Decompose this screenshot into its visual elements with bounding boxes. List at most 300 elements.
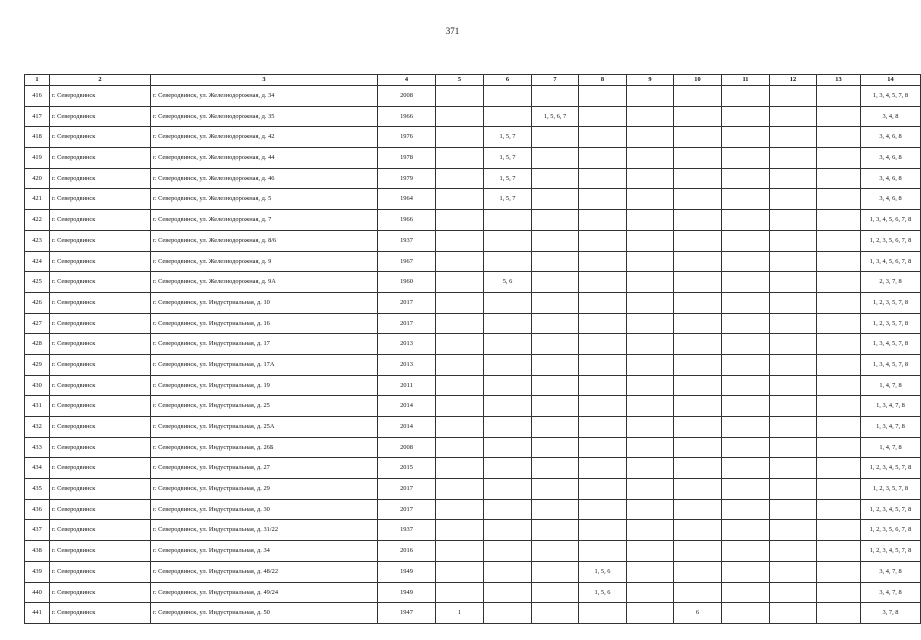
cell-col-14: 3, 4, 6, 8 <box>861 189 921 210</box>
table-row <box>25 561 921 582</box>
cell-col-7 <box>532 417 579 438</box>
table-row <box>25 603 921 624</box>
cell-col-2: г. Северодвинск <box>50 541 151 562</box>
cell-col-9 <box>627 86 674 107</box>
cell-col-10 <box>674 334 722 355</box>
cell-col-5 <box>436 86 484 107</box>
cell-col-14: 1, 4, 7, 8 <box>861 375 921 396</box>
cell-col-10 <box>674 479 722 500</box>
cell-col-1: 416 <box>25 86 50 107</box>
cell-col-14: 3, 4, 7, 8 <box>861 582 921 603</box>
cell-col-13 <box>817 375 861 396</box>
cell-col-12 <box>770 230 817 251</box>
table-row <box>25 582 921 603</box>
cell-col-12 <box>770 499 817 520</box>
cell-col-7 <box>532 189 579 210</box>
cell-col-9 <box>627 541 674 562</box>
cell-col-14: 1, 3, 4, 5, 7, 8 <box>861 86 921 107</box>
table-row <box>25 520 921 541</box>
cell-col-11 <box>722 210 770 231</box>
cell-col-14: 3, 7, 8 <box>861 603 921 624</box>
table-row <box>25 292 921 313</box>
cell-col-4: 2008 <box>378 437 436 458</box>
table-row <box>25 334 921 355</box>
cell-col-7 <box>532 251 579 272</box>
cell-col-1: 421 <box>25 189 50 210</box>
cell-col-11 <box>722 417 770 438</box>
cell-col-2: г. Северодвинск <box>50 479 151 500</box>
cell-col-6: 1, 5, 7 <box>484 148 532 169</box>
cell-col-2: г. Северодвинск <box>50 561 151 582</box>
cell-col-6 <box>484 86 532 107</box>
cell-col-11 <box>722 334 770 355</box>
table-row <box>25 148 921 169</box>
cell-col-11 <box>722 106 770 127</box>
cell-col-11 <box>722 520 770 541</box>
cell-col-8 <box>579 86 627 107</box>
cell-col-9 <box>627 292 674 313</box>
column-header-11: 11 <box>722 75 770 86</box>
cell-col-1: 425 <box>25 272 50 293</box>
cell-col-13 <box>817 210 861 231</box>
cell-col-4: 1937 <box>378 230 436 251</box>
cell-col-8 <box>579 354 627 375</box>
cell-col-12 <box>770 292 817 313</box>
cell-col-13 <box>817 251 861 272</box>
column-header-7: 7 <box>532 75 579 86</box>
cell-col-12 <box>770 541 817 562</box>
cell-col-5: 1 <box>436 603 484 624</box>
cell-col-11 <box>722 603 770 624</box>
cell-col-2: г. Северодвинск <box>50 396 151 417</box>
cell-col-1: 439 <box>25 561 50 582</box>
table-row <box>25 541 921 562</box>
cell-col-3: г. Северодвинск, ул. Индустриальная, д. 26Б <box>151 437 378 458</box>
cell-col-5 <box>436 354 484 375</box>
cell-col-12 <box>770 582 817 603</box>
cell-col-4: 2015 <box>378 458 436 479</box>
cell-col-11 <box>722 437 770 458</box>
cell-col-6: 5, 6 <box>484 272 532 293</box>
cell-col-7 <box>532 520 579 541</box>
cell-col-1: 424 <box>25 251 50 272</box>
cell-col-1: 426 <box>25 292 50 313</box>
cell-col-11 <box>722 541 770 562</box>
cell-col-9 <box>627 375 674 396</box>
cell-col-3: г. Северодвинск, ул. Индустриальная, д. 25 <box>151 396 378 417</box>
cell-col-3: г. Северодвинск, ул. Индустриальная, д. 16 <box>151 313 378 334</box>
cell-col-13 <box>817 127 861 148</box>
cell-col-13 <box>817 106 861 127</box>
cell-col-6 <box>484 210 532 231</box>
cell-col-13 <box>817 334 861 355</box>
cell-col-11 <box>722 168 770 189</box>
cell-col-5 <box>436 437 484 458</box>
cell-col-13 <box>817 292 861 313</box>
cell-col-1: 441 <box>25 603 50 624</box>
cell-col-3: г. Северодвинск, ул. Железнодорожная, д. 42 <box>151 127 378 148</box>
cell-col-8 <box>579 272 627 293</box>
cell-col-5 <box>436 396 484 417</box>
cell-col-8 <box>579 251 627 272</box>
column-header-6: 6 <box>484 75 532 86</box>
cell-col-10 <box>674 582 722 603</box>
cell-col-9 <box>627 148 674 169</box>
cell-col-1: 436 <box>25 499 50 520</box>
cell-col-7 <box>532 230 579 251</box>
cell-col-3: г. Северодвинск, ул. Индустриальная, д. 48/22 <box>151 561 378 582</box>
cell-col-12 <box>770 458 817 479</box>
cell-col-1: 423 <box>25 230 50 251</box>
page-number: 371 <box>445 26 460 36</box>
cell-col-6 <box>484 334 532 355</box>
cell-col-7 <box>532 168 579 189</box>
cell-col-2: г. Северодвинск <box>50 127 151 148</box>
cell-col-7 <box>532 210 579 231</box>
cell-col-7 <box>532 603 579 624</box>
column-header-8: 8 <box>579 75 627 86</box>
cell-col-13 <box>817 603 861 624</box>
cell-col-14: 1, 2, 3, 5, 7, 8 <box>861 479 921 500</box>
cell-col-11 <box>722 458 770 479</box>
cell-col-10 <box>674 86 722 107</box>
cell-col-9 <box>627 458 674 479</box>
cell-col-6 <box>484 479 532 500</box>
cell-col-12 <box>770 272 817 293</box>
cell-col-1: 431 <box>25 396 50 417</box>
column-header-3: 3 <box>151 75 378 86</box>
cell-col-14: 3, 4, 8 <box>861 106 921 127</box>
cell-col-12 <box>770 210 817 231</box>
cell-col-2: г. Северодвинск <box>50 272 151 293</box>
cell-col-1: 418 <box>25 127 50 148</box>
cell-col-5 <box>436 272 484 293</box>
cell-col-4: 2013 <box>378 334 436 355</box>
housing-registry-table <box>24 74 921 624</box>
cell-col-7 <box>532 148 579 169</box>
cell-col-3: г. Северодвинск, ул. Железнодорожная, д. 8/6 <box>151 230 378 251</box>
cell-col-7 <box>532 561 579 582</box>
cell-col-8 <box>579 375 627 396</box>
cell-col-8 <box>579 148 627 169</box>
cell-col-2: г. Северодвинск <box>50 210 151 231</box>
cell-col-5 <box>436 375 484 396</box>
cell-col-10 <box>674 520 722 541</box>
cell-col-9 <box>627 168 674 189</box>
cell-col-12 <box>770 189 817 210</box>
cell-col-7 <box>532 313 579 334</box>
cell-col-10 <box>674 272 722 293</box>
cell-col-4: 2011 <box>378 375 436 396</box>
table-body <box>25 86 921 624</box>
column-header-4: 4 <box>378 75 436 86</box>
cell-col-14: 1, 2, 3, 4, 5, 7, 8 <box>861 458 921 479</box>
cell-col-1: 429 <box>25 354 50 375</box>
cell-col-9 <box>627 210 674 231</box>
cell-col-12 <box>770 106 817 127</box>
table-row <box>25 168 921 189</box>
cell-col-3: г. Северодвинск, ул. Железнодорожная, д. 34 <box>151 86 378 107</box>
cell-col-10 <box>674 292 722 313</box>
cell-col-3: г. Северодвинск, ул. Железнодорожная, д. 7 <box>151 210 378 231</box>
cell-col-11 <box>722 86 770 107</box>
cell-col-11 <box>722 313 770 334</box>
cell-col-7 <box>532 292 579 313</box>
cell-col-13 <box>817 561 861 582</box>
cell-col-14: 3, 4, 6, 8 <box>861 127 921 148</box>
cell-col-14: 1, 2, 3, 5, 7, 8 <box>861 313 921 334</box>
table-header <box>25 75 921 86</box>
cell-col-2: г. Северодвинск <box>50 251 151 272</box>
cell-col-8 <box>579 458 627 479</box>
cell-col-4: 2017 <box>378 479 436 500</box>
cell-col-6: 1, 5, 7 <box>484 127 532 148</box>
cell-col-1: 440 <box>25 582 50 603</box>
cell-col-10 <box>674 417 722 438</box>
cell-col-9 <box>627 251 674 272</box>
cell-col-5 <box>436 520 484 541</box>
cell-col-12 <box>770 168 817 189</box>
cell-col-8: 1, 5, 6 <box>579 561 627 582</box>
cell-col-9 <box>627 272 674 293</box>
cell-col-9 <box>627 479 674 500</box>
cell-col-3: г. Северодвинск, ул. Индустриальная, д. 10 <box>151 292 378 313</box>
column-header-1: 1 <box>25 75 50 86</box>
cell-col-2: г. Северодвинск <box>50 375 151 396</box>
cell-col-5 <box>436 189 484 210</box>
cell-col-12 <box>770 396 817 417</box>
cell-col-1: 430 <box>25 375 50 396</box>
cell-col-8 <box>579 210 627 231</box>
cell-col-1: 422 <box>25 210 50 231</box>
cell-col-2: г. Северодвинск <box>50 520 151 541</box>
table-row <box>25 417 921 438</box>
cell-col-12 <box>770 354 817 375</box>
cell-col-13 <box>817 86 861 107</box>
cell-col-8 <box>579 437 627 458</box>
cell-col-1: 432 <box>25 417 50 438</box>
cell-col-2: г. Северодвинск <box>50 292 151 313</box>
cell-col-4: 1966 <box>378 210 436 231</box>
cell-col-9 <box>627 499 674 520</box>
cell-col-1: 437 <box>25 520 50 541</box>
cell-col-5 <box>436 230 484 251</box>
cell-col-9 <box>627 334 674 355</box>
cell-col-11 <box>722 354 770 375</box>
cell-col-11 <box>722 582 770 603</box>
column-header-13: 13 <box>817 75 861 86</box>
cell-col-8 <box>579 417 627 438</box>
cell-col-12 <box>770 334 817 355</box>
cell-col-12 <box>770 148 817 169</box>
cell-col-6 <box>484 313 532 334</box>
cell-col-2: г. Северодвинск <box>50 230 151 251</box>
cell-col-11 <box>722 189 770 210</box>
cell-col-10 <box>674 396 722 417</box>
cell-col-13 <box>817 499 861 520</box>
cell-col-3: г. Северодвинск, ул. Индустриальная, д. 25А <box>151 417 378 438</box>
cell-col-14: 3, 4, 6, 8 <box>861 168 921 189</box>
cell-col-6 <box>484 499 532 520</box>
cell-col-9 <box>627 603 674 624</box>
cell-col-4: 2014 <box>378 396 436 417</box>
cell-col-1: 435 <box>25 479 50 500</box>
cell-col-13 <box>817 148 861 169</box>
cell-col-14: 1, 2, 3, 5, 6, 7, 8 <box>861 230 921 251</box>
column-header-2: 2 <box>50 75 151 86</box>
cell-col-14: 2, 3, 7, 8 <box>861 272 921 293</box>
cell-col-8 <box>579 230 627 251</box>
cell-col-10 <box>674 458 722 479</box>
cell-col-13 <box>817 458 861 479</box>
cell-col-7 <box>532 396 579 417</box>
cell-col-3: г. Северодвинск, ул. Индустриальная, д. 19 <box>151 375 378 396</box>
cell-col-4: 1967 <box>378 251 436 272</box>
cell-col-3: г. Северодвинск, ул. Индустриальная, д. 34 <box>151 541 378 562</box>
cell-col-8 <box>579 106 627 127</box>
cell-col-5 <box>436 313 484 334</box>
cell-col-6 <box>484 582 532 603</box>
cell-col-8 <box>579 603 627 624</box>
cell-col-9 <box>627 417 674 438</box>
cell-col-4: 1949 <box>378 561 436 582</box>
cell-col-8 <box>579 479 627 500</box>
cell-col-14: 1, 3, 4, 5, 6, 7, 8 <box>861 210 921 231</box>
table-row <box>25 354 921 375</box>
cell-col-4: 2017 <box>378 313 436 334</box>
cell-col-10 <box>674 168 722 189</box>
cell-col-6 <box>484 541 532 562</box>
cell-col-5 <box>436 541 484 562</box>
cell-col-8 <box>579 168 627 189</box>
cell-col-11 <box>722 292 770 313</box>
cell-col-6 <box>484 417 532 438</box>
cell-col-6 <box>484 354 532 375</box>
cell-col-9 <box>627 437 674 458</box>
cell-col-3: г. Северодвинск, ул. Железнодорожная, д. 46 <box>151 168 378 189</box>
cell-col-11 <box>722 499 770 520</box>
cell-col-1: 420 <box>25 168 50 189</box>
cell-col-2: г. Северодвинск <box>50 168 151 189</box>
table-row <box>25 479 921 500</box>
cell-col-14: 1, 2, 3, 5, 7, 8 <box>861 292 921 313</box>
cell-col-3: г. Северодвинск, ул. Железнодорожная, д. 44 <box>151 148 378 169</box>
cell-col-3: г. Северодвинск, ул. Индустриальная, д. 30 <box>151 499 378 520</box>
cell-col-12 <box>770 520 817 541</box>
cell-col-7 <box>532 541 579 562</box>
table-row <box>25 210 921 231</box>
cell-col-9 <box>627 520 674 541</box>
cell-col-6 <box>484 437 532 458</box>
column-header-14: 14 <box>861 75 921 86</box>
cell-col-11 <box>722 479 770 500</box>
cell-col-2: г. Северодвинск <box>50 458 151 479</box>
cell-col-11 <box>722 272 770 293</box>
cell-col-14: 1, 3, 4, 5, 7, 8 <box>861 334 921 355</box>
table-row <box>25 106 921 127</box>
cell-col-10 <box>674 127 722 148</box>
cell-col-7: 1, 5, 6, 7 <box>532 106 579 127</box>
cell-col-1: 419 <box>25 148 50 169</box>
table-row <box>25 189 921 210</box>
cell-col-8 <box>579 541 627 562</box>
cell-col-8 <box>579 396 627 417</box>
cell-col-11 <box>722 561 770 582</box>
cell-col-3: г. Северодвинск, ул. Индустриальная, д. 17 <box>151 334 378 355</box>
cell-col-3: г. Северодвинск, ул. Железнодорожная, д. 9А <box>151 272 378 293</box>
cell-col-10 <box>674 148 722 169</box>
cell-col-13 <box>817 168 861 189</box>
cell-col-5 <box>436 210 484 231</box>
cell-col-5 <box>436 127 484 148</box>
cell-col-12 <box>770 86 817 107</box>
cell-col-6 <box>484 396 532 417</box>
cell-col-2: г. Северодвинск <box>50 354 151 375</box>
cell-col-10 <box>674 106 722 127</box>
cell-col-5 <box>436 106 484 127</box>
cell-col-9 <box>627 561 674 582</box>
cell-col-14: 1, 2, 3, 4, 5, 7, 8 <box>861 541 921 562</box>
table-row <box>25 458 921 479</box>
cell-col-3: г. Северодвинск, ул. Железнодорожная, д. 5 <box>151 189 378 210</box>
cell-col-7 <box>532 437 579 458</box>
cell-col-7 <box>532 354 579 375</box>
cell-col-7 <box>532 86 579 107</box>
cell-col-5 <box>436 458 484 479</box>
cell-col-13 <box>817 396 861 417</box>
cell-col-3: г. Северодвинск, ул. Индустриальная, д. 31/22 <box>151 520 378 541</box>
cell-col-13 <box>817 417 861 438</box>
cell-col-6 <box>484 561 532 582</box>
cell-col-5 <box>436 334 484 355</box>
cell-col-12 <box>770 251 817 272</box>
cell-col-8 <box>579 127 627 148</box>
column-header-9: 9 <box>627 75 674 86</box>
cell-col-14: 3, 4, 7, 8 <box>861 561 921 582</box>
cell-col-2: г. Северодвинск <box>50 86 151 107</box>
cell-col-7 <box>532 458 579 479</box>
cell-col-12 <box>770 479 817 500</box>
cell-col-7 <box>532 582 579 603</box>
cell-col-12 <box>770 417 817 438</box>
cell-col-13 <box>817 437 861 458</box>
cell-col-13 <box>817 272 861 293</box>
cell-col-3: г. Северодвинск, ул. Индустриальная, д. 29 <box>151 479 378 500</box>
cell-col-5 <box>436 479 484 500</box>
cell-col-1: 433 <box>25 437 50 458</box>
cell-col-9 <box>627 313 674 334</box>
cell-col-12 <box>770 561 817 582</box>
cell-col-4: 1966 <box>378 106 436 127</box>
cell-col-2: г. Северодвинск <box>50 313 151 334</box>
cell-col-5 <box>436 251 484 272</box>
cell-col-6 <box>484 230 532 251</box>
cell-col-5 <box>436 561 484 582</box>
table-row <box>25 313 921 334</box>
cell-col-9 <box>627 582 674 603</box>
cell-col-11 <box>722 148 770 169</box>
cell-col-10 <box>674 354 722 375</box>
cell-col-6 <box>484 292 532 313</box>
cell-col-14: 3, 4, 6, 8 <box>861 148 921 169</box>
table-row <box>25 86 921 107</box>
cell-col-6 <box>484 458 532 479</box>
cell-col-7 <box>532 127 579 148</box>
cell-col-9 <box>627 396 674 417</box>
cell-col-5 <box>436 582 484 603</box>
cell-col-10 <box>674 561 722 582</box>
table-row <box>25 437 921 458</box>
